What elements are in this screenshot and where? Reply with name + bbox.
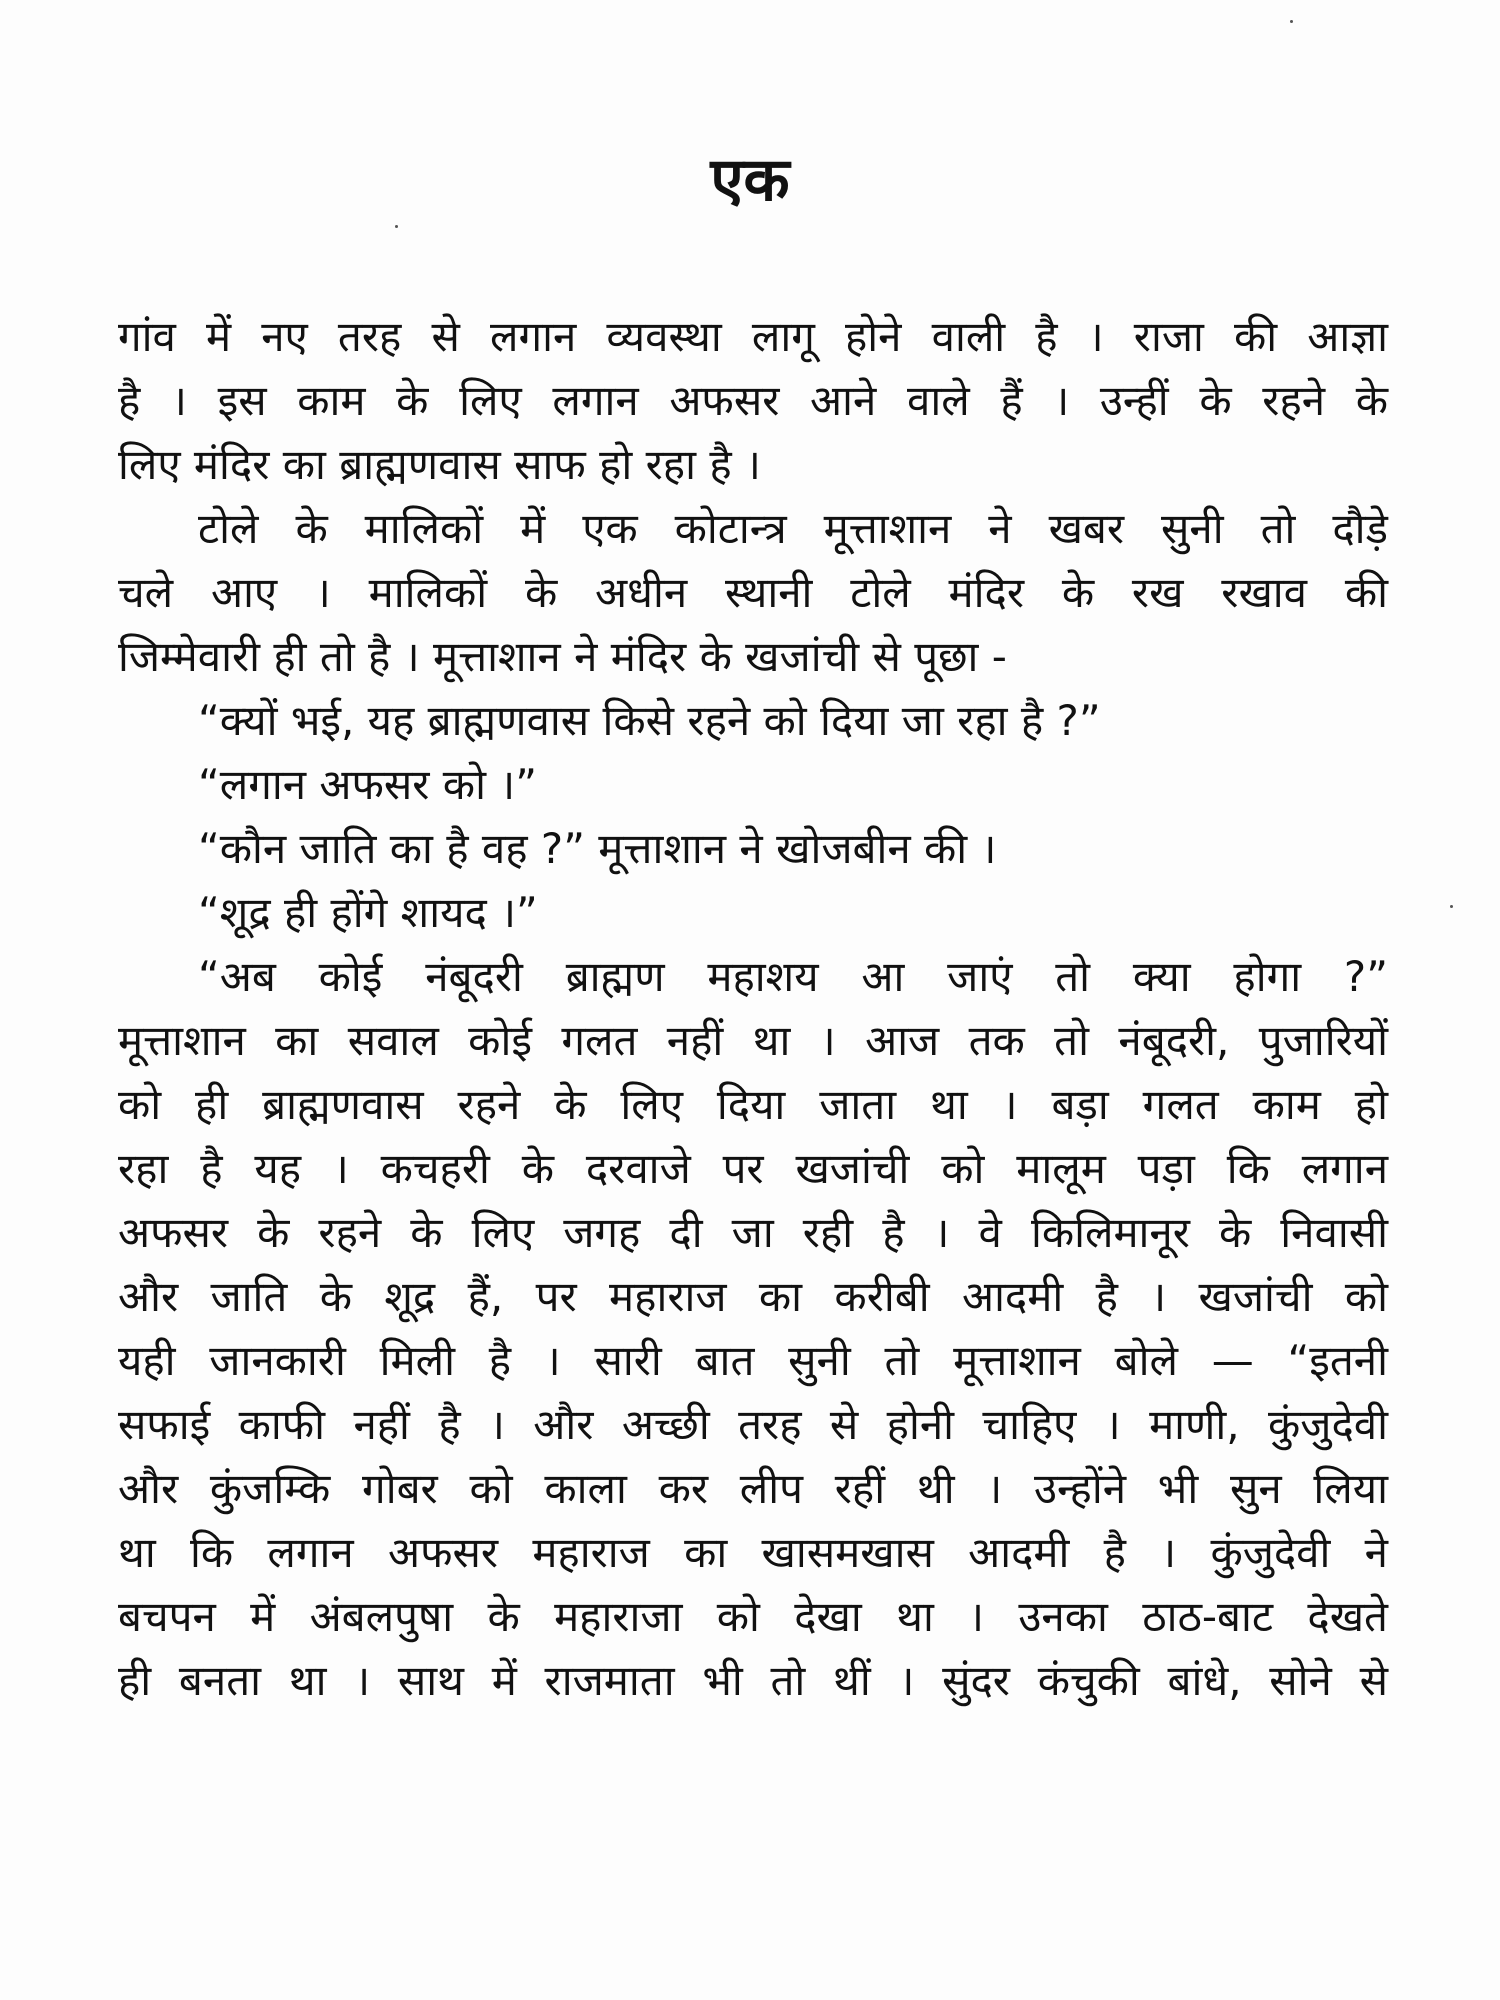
text-line: जिम्मेवारी ही तो है । मूत्ताशान ने मंदिर के खजांची से पूछा - <box>118 632 1007 681</box>
text-line: बचपन में अंबलपुषा के महाराजा को देखा था । उनका ठाठ-बाट देखते <box>118 1592 1388 1641</box>
paper-speck <box>1450 905 1453 908</box>
paper-speck <box>1290 20 1293 23</box>
text-line: “कौन जाति का है वह ?” मूत्ताशान ने खोजबीन की । <box>198 824 997 873</box>
text-line: गांव में नए तरह से लगान व्यवस्था लागू होने वाली है । राजा की आज्ञा <box>118 312 1388 361</box>
text-line: को ही ब्राह्मणवास रहने के लिए दिया जाता था । बड़ा गलत काम हो <box>118 1080 1388 1129</box>
text-line: चले आए । मालिकों के अधीन स्थानी टोले मंदिर के रख रखाव की <box>118 568 1388 617</box>
text-line: रहा है यह । कचहरी के दरवाजे पर खजांची को मालूम पड़ा कि लगान <box>118 1144 1388 1193</box>
paper-speck <box>395 225 398 228</box>
text-line: था कि लगान अफसर महाराज का खासमखास आदमी है । कुंजुदेवी ने <box>118 1528 1388 1577</box>
text-line: “शूद्र ही होंगे शायद ।” <box>198 888 538 937</box>
chapter-title: एक <box>710 145 790 215</box>
text-line: “क्यों भई, यह ब्राह्मणवास किसे रहने को दिया जा रहा है ?” <box>198 696 1101 745</box>
text-line: “लगान अफसर को ।” <box>198 760 537 809</box>
text-line: लिए मंदिर का ब्राह्मणवास साफ हो रहा है । <box>118 440 761 489</box>
text-line: “अब कोई नंबूदरी ब्राह्मण महाशय आ जाएं तो क्या होगा ?” <box>198 952 1388 1001</box>
text-line: और कुंजम्कि गोबर को काला कर लीप रहीं थी । उन्होंने भी सुन लिया <box>118 1464 1388 1513</box>
text-line: ही बनता था । साथ में राजमाता भी तो थीं । सुंदर कंचुकी बांधे, सोने से <box>118 1656 1388 1705</box>
text-line: अफसर के रहने के लिए जगह दी जा रही है । वे किलिमानूर के निवासी <box>118 1208 1388 1257</box>
body-text <box>118 305 1388 1713</box>
text-line: मूत्ताशान का सवाल कोई गलत नहीं था । आज तक तो नंबूदरी, पुजारियों <box>118 1016 1388 1065</box>
text-line: सफाई काफी नहीं है । और अच्छी तरह से होनी चाहिए । माणी, कुंजुदेवी <box>118 1400 1388 1449</box>
text-line: और जाति के शूद्र हैं, पर महाराज का करीबी आदमी है । खजांची को <box>118 1272 1388 1321</box>
text-line: टोले के मालिकों में एक कोटान्त्र मूत्ताशान ने खबर सुनी तो दौड़े <box>198 504 1388 553</box>
text-line: है । इस काम के लिए लगान अफसर आने वाले हैं । उन्हीं के रहने के <box>118 376 1388 425</box>
text-line: यही जानकारी मिली है । सारी बात सुनी तो मूत्ताशान बोले — “इतनी <box>118 1336 1388 1385</box>
